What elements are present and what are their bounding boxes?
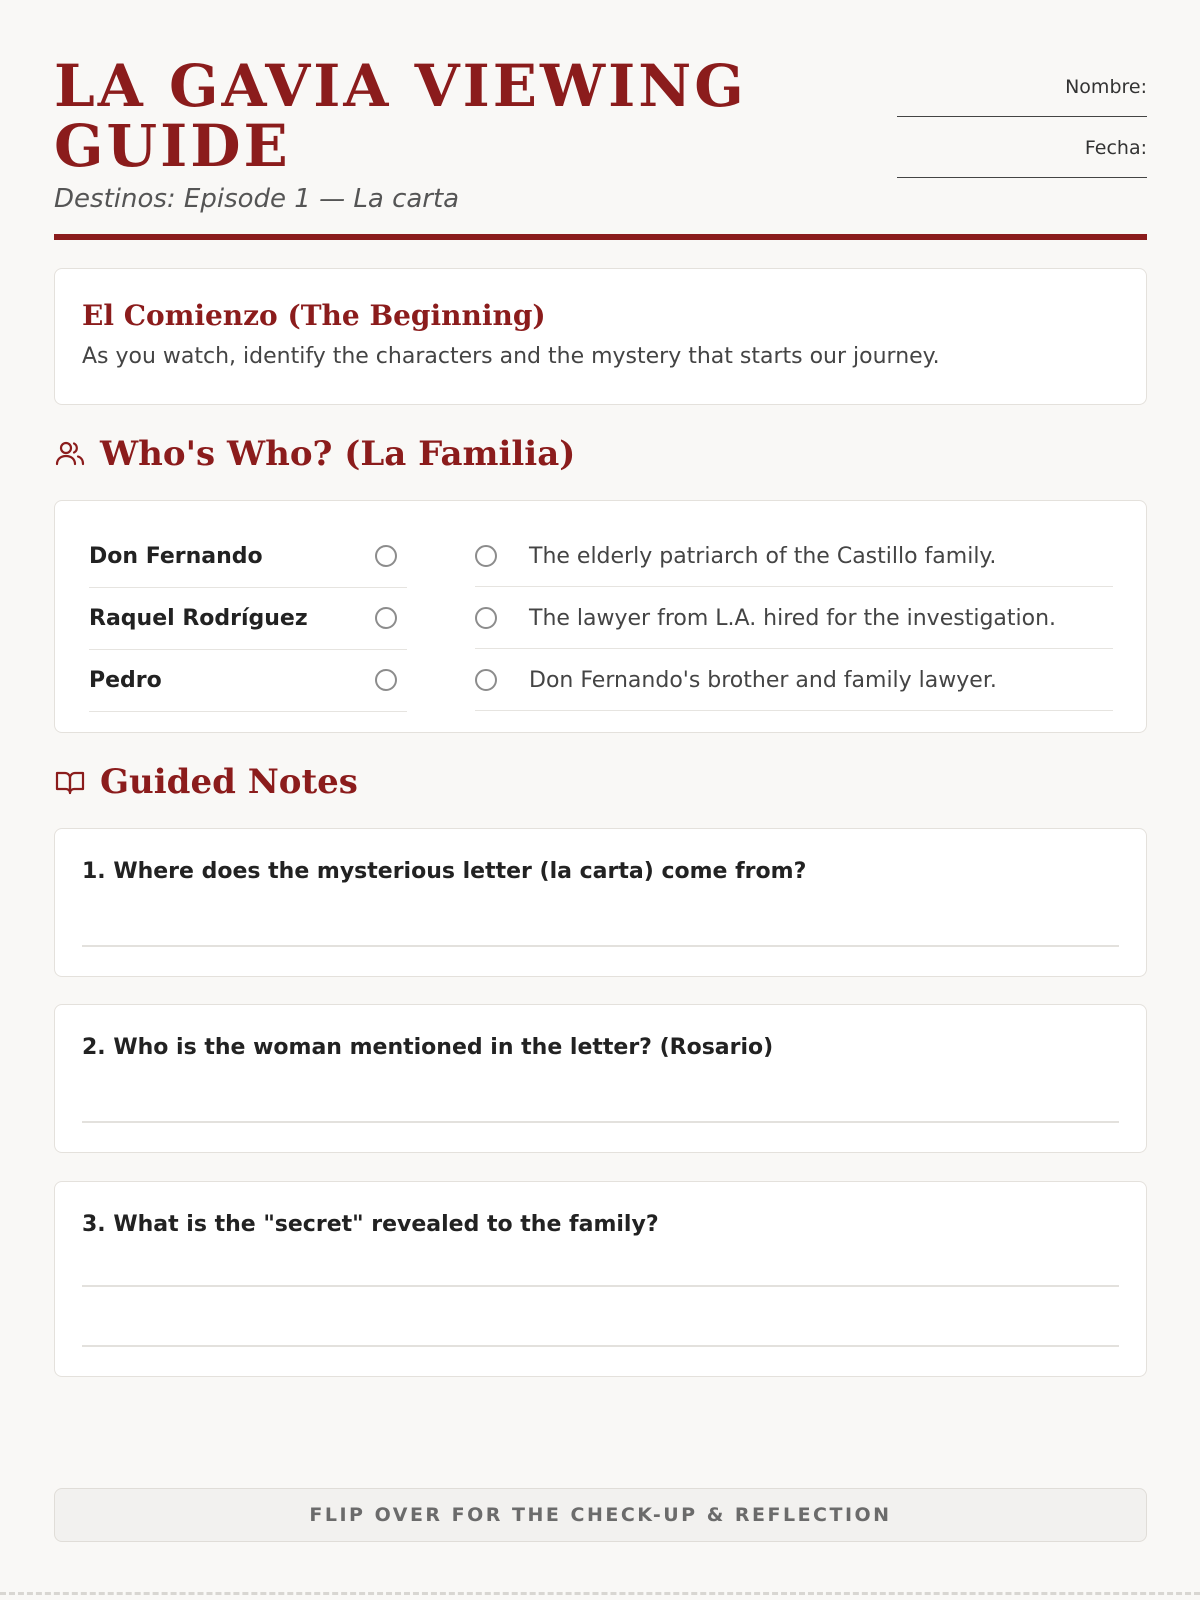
character-description-row — [475, 589, 1113, 649]
flip-over-banner: FLIP OVER FOR THE CHECK-UP & REFLECTION — [54, 1488, 1147, 1542]
match-row — [89, 527, 1113, 589]
character-name: Raquel Rodríguez — [89, 589, 407, 650]
match-row — [89, 589, 1113, 651]
character-description-row — [475, 651, 1113, 711]
matching-card — [54, 500, 1147, 733]
book-open-icon — [54, 766, 86, 798]
question-text: 2. Who is the woman mentioned in the letter? (Rosario) — [82, 1035, 774, 1060]
character-description-row — [475, 527, 1113, 587]
name-radio[interactable] — [375, 669, 397, 691]
intro-title: El Comienzo (The Beginning) — [82, 299, 546, 332]
answer-line[interactable] — [82, 1345, 1119, 1347]
name-radio[interactable] — [375, 545, 397, 567]
student-info — [897, 76, 1147, 198]
description-radio[interactable] — [475, 607, 497, 629]
intro-card — [54, 268, 1147, 405]
answer-line[interactable] — [82, 945, 1119, 947]
character-name: Don Fernando — [89, 527, 407, 588]
whos-who-title: Who's Who? (La Familia) — [100, 434, 576, 474]
description-radio[interactable] — [475, 545, 497, 567]
intro-text: As you watch, identify the characters and the mystery that starts our journey. — [82, 344, 940, 369]
page-subtitle: Destinos: Episode 1 — La carta — [54, 184, 460, 214]
description-radio[interactable] — [475, 669, 497, 691]
guided-notes-heading — [54, 762, 358, 802]
name-field[interactable] — [897, 102, 1147, 117]
header-divider — [54, 234, 1147, 240]
question-card — [54, 1181, 1147, 1377]
character-description: Don Fernando's brother and family lawyer. — [529, 668, 997, 693]
name-label: Nombre: — [1065, 76, 1147, 98]
cut-line — [0, 1592, 1200, 1595]
question-card — [54, 1004, 1147, 1153]
name-radio[interactable] — [375, 607, 397, 629]
answer-line[interactable] — [82, 1121, 1119, 1123]
answer-line[interactable] — [82, 1285, 1119, 1287]
character-description: The lawyer from L.A. hired for the investigation. — [529, 606, 1057, 631]
character-description: The elderly patriarch of the Castillo family. — [529, 544, 997, 569]
question-card — [54, 828, 1147, 977]
question-text: 3. What is the "secret" revealed to the family? — [82, 1212, 659, 1237]
users-icon — [54, 438, 86, 470]
character-name: Pedro — [89, 651, 407, 712]
question-text: 1. Where does the mysterious letter (la carta) come from? — [82, 859, 807, 884]
date-label: Fecha: — [1084, 137, 1147, 159]
match-row — [89, 651, 1113, 713]
whos-who-heading — [54, 434, 575, 474]
page-title: LA GAVIA VIEWING GUIDE — [54, 52, 747, 180]
guided-notes-title: Guided Notes — [100, 762, 358, 802]
date-field[interactable] — [897, 163, 1147, 178]
